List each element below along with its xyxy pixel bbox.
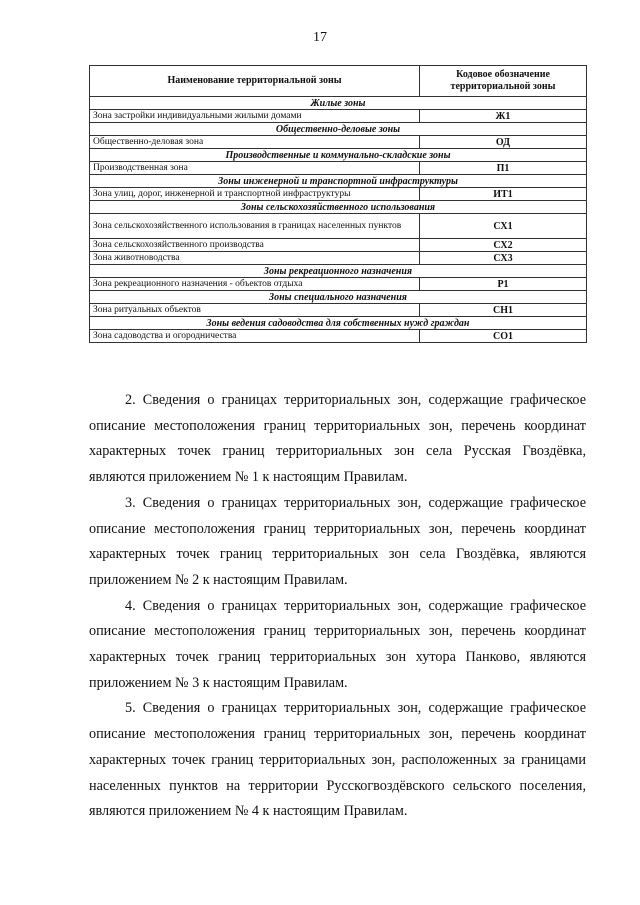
body-text [89, 388, 586, 825]
paragraph-appendix-4: 5. Сведения о границах территориальных зон, содержащие графическое описание местоположения границ территориальных зон, перечень координат характерных точек границ территориальных зон, расположенных за границами населенных пунктов на территории Русскогвоздёвского сельского поселения, являются приложением № 4 к настоящим Правилам. [89, 700, 586, 820]
zone-code: СН1 [420, 304, 587, 317]
paragraph-appendix-2: 3. Сведения о границах территориальных зон, содержащие графическое описание местоположения границ территориальных зон, перечень координат характерных точек границ территориальных зон села Гвоздёвка, являются приложением № 2 к настоящим Правилам. [89, 494, 586, 588]
paragraph-appendix-3: 4. Сведения о границах территориальных зон, содержащие графическое описание местоположения границ территориальных зон, перечень координат характерных точек границ территориальных зон хутора Панково, являются приложением № 3 к настоящим Правилам. [89, 597, 586, 691]
group-row [90, 97, 587, 110]
header-zone-code: Кодовое обозначение территориальной зоны [420, 66, 587, 97]
table-row [90, 330, 587, 343]
zone-name: Зона ритуальных объектов [90, 304, 420, 317]
zone-code: Р1 [420, 278, 587, 291]
table-row [90, 278, 587, 291]
zone-name: Производственная зона [90, 162, 420, 175]
group-title: Зоны ведения садоводства для собственных нужд граждан [90, 317, 587, 330]
group-title: Зоны инженерной и транспортной инфраструктуры [90, 175, 587, 188]
zone-name: Зона сельскохозяйственного использования в границах населенных пунктов [90, 214, 420, 239]
header-zone-name: Наименование территориальной зоны [90, 66, 420, 97]
zone-code: СХ2 [420, 239, 587, 252]
group-row [90, 291, 587, 304]
zone-name: Зона рекреационного назначения - объектов отдыха [90, 278, 420, 291]
table-row [90, 252, 587, 265]
group-title: Производственные и коммунально-складские зоны [90, 149, 587, 162]
group-title: Жилые зоны [90, 97, 587, 110]
zone-name: Общественно-деловая зона [90, 136, 420, 149]
territorial-zones-table [89, 65, 587, 343]
zone-name: Зона застройки индивидуальными жилыми домами [90, 110, 420, 123]
table-row [90, 136, 587, 149]
zone-code: Ж1 [420, 110, 587, 123]
zones-table-body [90, 97, 587, 343]
zone-code: СХ1 [420, 214, 587, 239]
zone-name: Зона садоводства и огородничества [90, 330, 420, 343]
zone-name: Зона животноводства [90, 252, 420, 265]
table-row [90, 239, 587, 252]
group-row [90, 265, 587, 278]
zone-code: СО1 [420, 330, 587, 343]
table-row [90, 214, 587, 239]
table-row [90, 304, 587, 317]
zone-name: Зона сельскохозяйственного производства [90, 239, 420, 252]
zone-code: СХ3 [420, 252, 587, 265]
table-row [90, 110, 587, 123]
table-row [90, 188, 587, 201]
group-title: Зоны рекреационного назначения [90, 265, 587, 278]
table-row [90, 162, 587, 175]
zone-code: ОД [420, 136, 587, 149]
group-row [90, 149, 587, 162]
group-title: Зоны сельскохозяйственного использования [90, 201, 587, 214]
page-number: 17 [313, 30, 327, 45]
zone-name: Зона улиц, дорог, инженерной и транспортной инфраструктуры [90, 188, 420, 201]
group-row [90, 175, 587, 188]
zone-code: П1 [420, 162, 587, 175]
paragraph-appendix-1: 2. Сведения о границах территориальных зон, содержащие графическое описание местоположения границ территориальных зон, перечень координат характерных точек границ территориальных зон села Русская Гвоздёвка, являются приложением № 1 к настоящим Правилам. [89, 392, 586, 486]
table-header-row [90, 66, 587, 97]
zone-code: ИТ1 [420, 188, 587, 201]
group-title: Зоны специального назначения [90, 291, 587, 304]
group-row [90, 123, 587, 136]
group-row [90, 201, 587, 214]
group-title: Общественно-деловые зоны [90, 123, 587, 136]
group-row [90, 317, 587, 330]
